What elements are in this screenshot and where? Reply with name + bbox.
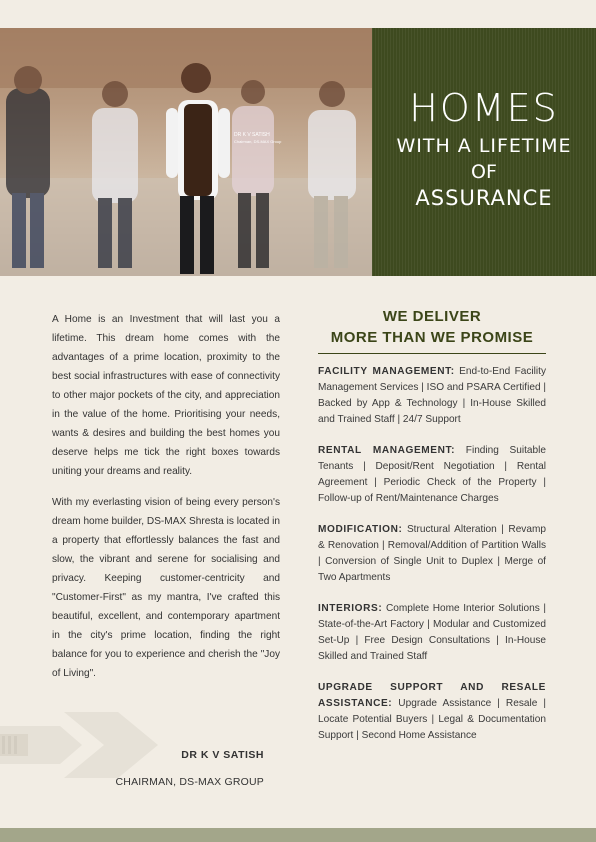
service-title: RENTAL MANAGEMENT: bbox=[318, 445, 456, 456]
service-text: Upgrade Assistance | Resale | Locate Potential Buyers | Legal & Documentation Support | Second Home Assistance bbox=[318, 698, 546, 741]
message-paragraph-2: With my everlasting vision of being every person's dream home builder, DS-MAX Shresta is located in a property that effortlessly balances the fast and slow, the vibrant and serene for socialising and privacy. Keeping customer-centricity and "Customer-First" as my mantra, I've crafted this beautiful, excellent, and contemporary apartment in the city's prime location, finding the right balance for you to experience and cherish the "Joy of Living". bbox=[52, 497, 280, 679]
service-facility-management bbox=[318, 364, 546, 428]
signature-title: CHAIRMAN, DS-MAX GROUP bbox=[115, 776, 264, 788]
chairman-message bbox=[52, 310, 280, 695]
service-text: Structural Alteration | Revamp & Renovation | Removal/Addition of Partition Walls | Conversion of Single Unit to Duplex | Merge of Two Apartments bbox=[318, 524, 546, 583]
signature-name: DR K V SATISH bbox=[181, 749, 264, 761]
service-rental-management bbox=[318, 443, 546, 507]
services-column bbox=[318, 306, 546, 759]
hero-line-of: OF bbox=[471, 161, 497, 183]
service-interiors bbox=[318, 601, 546, 665]
message-paragraph-1: A Home is an Investment that will last you a lifetime. This dream home comes with the advantages of a prime location, proximity to the best social infrastructures with ease of connectivity to other major pockets of the city, and appreciation in the value of the home. Prioritising your needs, wants & desires and building the best homes you deserve helps me tick the right boxes towards uniting your dreams and reality. bbox=[52, 314, 280, 477]
service-title: MODIFICATION: bbox=[318, 524, 403, 535]
service-text: Complete Home Interior Solutions | State-of-the-Art Factory | Modular and Customized Set-Up | Free Design Consultations | In-House Skilled and Trained Staff bbox=[318, 603, 547, 662]
service-title: UPGRADE SUPPORT AND RESALE ASSISTANCE: bbox=[318, 682, 546, 709]
service-title: FACILITY MANAGEMENT: bbox=[318, 366, 455, 377]
deliver-line-1: WE DELIVER bbox=[382, 308, 482, 325]
top-margin bbox=[0, 0, 596, 28]
signature-block bbox=[52, 748, 264, 789]
deliver-heading bbox=[318, 306, 546, 354]
services-list bbox=[318, 364, 546, 744]
hero-line-assurance: ASSURANCE bbox=[415, 186, 553, 210]
photo-caption: DR K V SATISH bbox=[234, 132, 270, 138]
service-text: End-to-End Facility Management Services | ISO and PSARA Certified | Backed by App & Technology | In-House Skilled and Trained Staff | 24/7 Support bbox=[318, 366, 546, 425]
hero-line-homes: HOMES bbox=[409, 86, 559, 130]
chairman-site-visit-photo bbox=[0, 28, 372, 276]
service-upgrade-resale bbox=[318, 680, 546, 744]
service-modification bbox=[318, 522, 546, 586]
photo-illustration bbox=[0, 28, 372, 276]
service-title: INTERIORS: bbox=[318, 603, 383, 614]
hero-panel bbox=[372, 28, 596, 276]
bottom-band bbox=[0, 828, 596, 842]
deliver-line-2: MORE THAN WE PROMISE bbox=[330, 329, 534, 346]
hero-line-lifetime: WITH A LIFETIME bbox=[396, 135, 572, 157]
service-text: Finding Suitable Tenants | Deposit/Rent Negotiation | Rental Agreement | Periodic Check of the Property | Follow-up of Rent/Maintenance Charges bbox=[318, 445, 546, 504]
photo-subcaption: Chairman, DS-MAX Group bbox=[234, 139, 282, 144]
